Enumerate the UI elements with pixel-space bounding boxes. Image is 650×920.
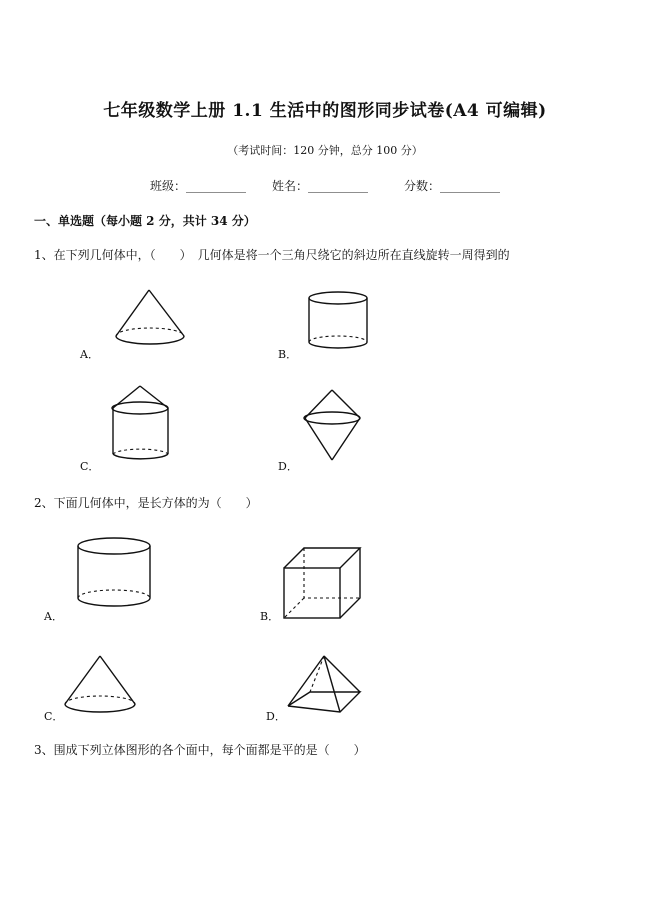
cone-icon — [62, 654, 142, 716]
cylinder-icon — [306, 290, 376, 352]
q1-option-c[interactable]: C． — [80, 460, 100, 473]
q1-option-a[interactable]: A． — [80, 348, 99, 361]
question-2-text: 2、下面几何体中，是长方体的为（ ） — [34, 496, 258, 510]
cylinder-icon — [76, 536, 156, 612]
question-3-text: 3、围成下列立体图形的各个面中，每个面都是平的是（ ） — [34, 743, 366, 757]
cuboid-icon — [280, 546, 364, 622]
double-cone-icon — [302, 388, 366, 464]
pyramid-icon — [284, 654, 366, 718]
cone-icon — [112, 288, 192, 348]
class-field[interactable]: 班级：__________ — [150, 179, 247, 193]
name-field[interactable]: 姓名：__________ — [272, 179, 369, 193]
page-title: 七年级数学上册 1.1 生活中的图形同步试卷(A4 可编辑) — [103, 101, 547, 121]
question-1-text: 1、在下列几何体中，（ ） 几何体是将一个三角尺绕它的斜边所在直线旋转一周得到的 — [34, 248, 510, 262]
q2-option-c[interactable]: C． — [44, 710, 64, 723]
q2-option-d[interactable]: D． — [266, 710, 286, 723]
q1-option-d[interactable]: D． — [278, 460, 298, 473]
exam-info: （考试时间：120 分钟，总分 100 分） — [227, 144, 423, 157]
q2-option-a[interactable]: A． — [44, 610, 63, 623]
q1-option-b[interactable]: B． — [278, 348, 298, 361]
section-heading: 一、单选题（每小题 2 分，共计 34 分） — [34, 214, 256, 228]
q2-option-b[interactable]: B． — [260, 610, 280, 623]
cone-on-cylinder-icon — [110, 384, 180, 464]
score-field[interactable]: 分数：__________ — [404, 179, 501, 193]
